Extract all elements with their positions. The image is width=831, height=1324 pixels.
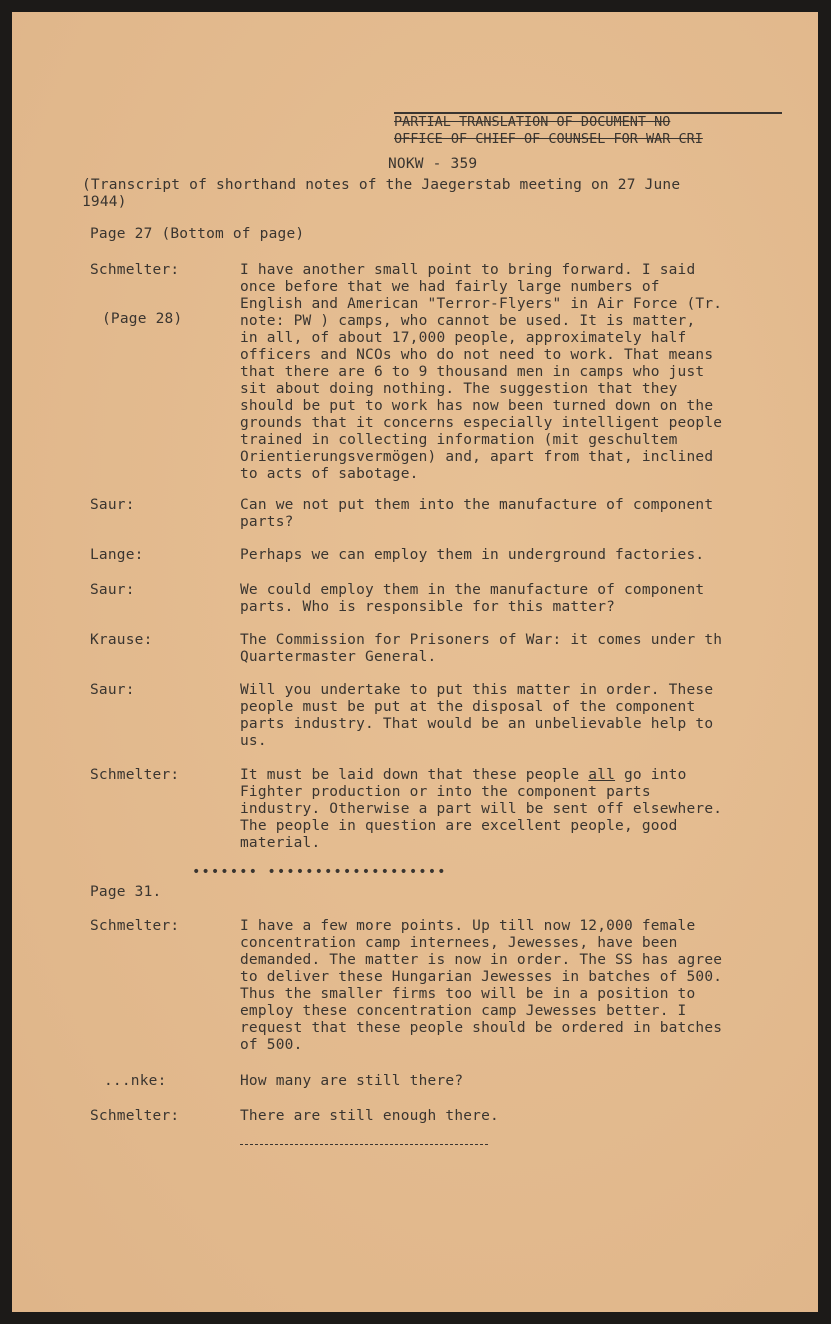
speaker-label: Saur: xyxy=(90,582,135,598)
underlined-word: all xyxy=(588,767,616,783)
speaker-label: Schmelter: xyxy=(90,1108,180,1124)
speaker-label: Lange: xyxy=(90,547,144,563)
speaker-label: ...nke: xyxy=(104,1073,167,1089)
speech-text: The Commission for Prisoners of War: it comes under th Quartermaster General. xyxy=(240,632,723,665)
speech-text: I have another small point to bring forward. I said once before that we had fairly large numbers of English and American "Terror-Flyers" in Air Force (Tr. note: PW ) camps, who cannot be used. It is matter, in all, of about 17,000 people, approximately half officers and NCOs who do not need to work. That means that there are 6 to 9 thousand men in camps who just sit about doing nothing. The suggestion that they should be put to work has now been turned down on the grounds that it concerns especially intelligent people trained in collecting information (mit geschultem Orientierungsvermögen) and, apart from that, inclined to acts of sabotage. xyxy=(240,262,723,482)
speaker-label: Saur: xyxy=(90,682,135,698)
speech-text: We could employ them in the manufacture of component parts. Who is responsible for this matter? xyxy=(240,582,705,615)
document-page xyxy=(12,12,818,1312)
speech-text: How many are still there? xyxy=(240,1073,464,1089)
speech-text xyxy=(240,767,722,852)
speech-text-part: It must be laid down that these people xyxy=(240,767,589,783)
speaker-label: Schmelter: xyxy=(90,767,180,783)
header-line-1: PARTIAL TRANSLATION OF DOCUMENT NO xyxy=(394,114,671,130)
speech-text: There are still enough there. xyxy=(240,1108,499,1124)
margin-note-page-28: (Page 28) xyxy=(102,311,183,327)
speaker-label: Saur: xyxy=(90,497,135,513)
page-reference-27: Page 27 (Bottom of page) xyxy=(90,226,305,242)
header-line-2: OFFICE OF CHIEF OF COUNSEL FOR WAR CRI xyxy=(394,131,703,147)
intro-text: (Transcript of shorthand notes of the Jaegerstab meeting on 27 June 1944) xyxy=(82,177,681,210)
speech-text-part: go into Fighter production or into the component parts industry. Otherwise a part will be sent off elsewhere. The people in question are excellent people, good material. xyxy=(240,767,723,851)
document-header xyxy=(394,112,782,148)
speech-text: Will you undertake to put this matter in order. These people must be put at the disposal of the component parts industry. That would be an unbelievable help to us. xyxy=(240,682,714,749)
speaker-label: Schmelter: xyxy=(90,918,180,934)
speech-text: I have a few more points. Up till now 12,000 female concentration camp internees, Jewesses, have been demanded. The matter is now in order. The SS has agree to deliver these Hungarian Jewesses in batches of 500. Thus the smaller firms too will be in a position to employ these concentration camp Jewesses better. I request that these people should be ordered in batches of 500. xyxy=(240,918,723,1053)
speaker-label: Schmelter: xyxy=(90,262,180,278)
dotted-separator: ••••••• ••••••••••••••••••• xyxy=(192,864,447,880)
page-reference-31: Page 31. xyxy=(90,884,162,900)
document-number: NOKW - 359 xyxy=(388,156,478,172)
speaker-label: Krause: xyxy=(90,632,153,648)
speech-text: Perhaps we can employ them in underground factories. xyxy=(240,547,705,563)
speech-text: Can we not put them into the manufacture of component parts? xyxy=(240,497,714,530)
closing-dashed-rule xyxy=(240,1144,488,1145)
